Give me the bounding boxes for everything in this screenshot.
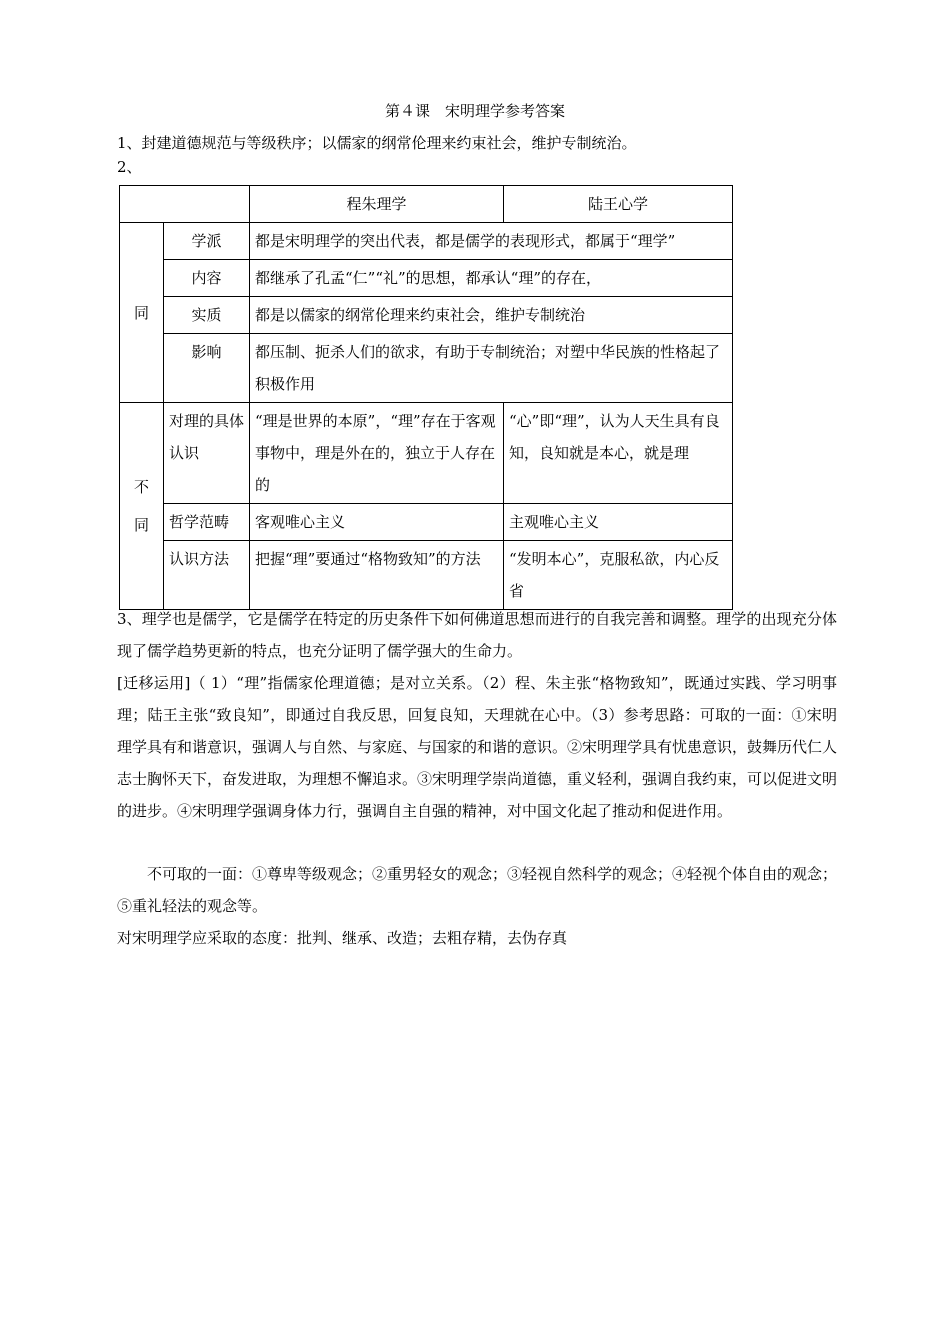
aspect-cell: 学派 bbox=[164, 223, 250, 260]
aspect-cell: 影响 bbox=[164, 334, 250, 403]
cheng-zhu-cell: “理是世界的本原”，“理”存在于客观事物中，理是外在的，独立于人存在的 bbox=[250, 403, 504, 504]
aspect-cell: 对理的具体认识 bbox=[164, 403, 250, 504]
table-row bbox=[120, 403, 733, 504]
table-row bbox=[120, 297, 733, 334]
shared-content-cell: 都继承了孔孟“仁”“礼”的思想，都承认“理”的存在， bbox=[250, 260, 733, 297]
cheng-zhu-cell: 把握“理”要通过“格物致知”的方法 bbox=[250, 541, 504, 610]
table-header-row bbox=[120, 186, 733, 223]
lu-wang-cell: 主观唯心主义 bbox=[504, 504, 733, 541]
table-row bbox=[120, 260, 733, 297]
answer-1: 1、封建道德规范与等级秩序；以儒家的纲常伦理来约束社会，维护专制统治。 bbox=[117, 134, 637, 152]
same-group-label: 同 bbox=[120, 223, 164, 403]
transfer-application: [迁移运用]（ 1）“理”指儒家伦理道德；是对立关系。（2）程、朱主张“格物致知”，既通过实践、学习明事理；陆王主张“致良知”，即通过自我反思，回复良知，天理就在心中。（3）参考思路：可取的一面：①宋明理学具有和谐意识，强调人与自然、与家庭、与国家的和谐的意识。②宋明理学具有忧患意识，鼓舞历代仁人志士胸怀天下，奋发进取，为理想不懈追求。③宋明理学崇尚道德，重义轻利，强调自我约束，可以促进文明的进步。④宋明理学强调身体力行，强调自主自强的精神，对中国文化起了推动和促进作用。 bbox=[117, 674, 838, 820]
lu-wang-cell: “心”即“理”，认为人天生具有良知，良知就是本心，就是理 bbox=[504, 403, 733, 504]
lu-wang-cell: “发明本心”，克服私欲，内心反省 bbox=[504, 541, 733, 610]
table-row bbox=[120, 223, 733, 260]
shared-content-cell: 都是宋明理学的突出代表，都是儒学的表现形式，都属于“理学” bbox=[250, 223, 733, 260]
answer-3: 3、理学也是儒学，它是儒学在特定的历史条件下如何佛道思想而进行的自我完善和调整。理学的出现充分体现了儒学趋势更新的特点，也充分证明了儒学强大的生命力。 bbox=[117, 610, 837, 660]
negative-aspects: 不可取的一面：①尊卑等级观念；②重男轻女的观念；③轻视自然科学的观念；④轻视个体自由的观念；⑤重礼轻法的观念等。 bbox=[117, 865, 838, 915]
answer-2-label: 2、 bbox=[117, 158, 142, 176]
table-row bbox=[120, 334, 733, 403]
aspect-cell: 内容 bbox=[164, 260, 250, 297]
table-row bbox=[120, 504, 733, 541]
shared-content-cell: 都压制、扼杀人们的欲求，有助于专制统治；对塑中华民族的性格起了积极作用 bbox=[250, 334, 733, 403]
diff-label-bottom: 同 bbox=[133, 516, 149, 534]
header-cheng-zhu: 程朱理学 bbox=[250, 186, 504, 223]
comparison-table bbox=[119, 185, 733, 610]
diff-label-top: 不 bbox=[133, 478, 149, 496]
page-title: 第４课 宋明理学参考答案 bbox=[384, 102, 565, 120]
header-empty-cell bbox=[120, 186, 250, 223]
aspect-cell: 实质 bbox=[164, 297, 250, 334]
diff-group-label bbox=[120, 403, 164, 610]
shared-content-cell: 都是以儒家的纲常伦理来约束社会，维护专制统治 bbox=[250, 297, 733, 334]
header-lu-wang: 陆王心学 bbox=[504, 186, 733, 223]
aspect-cell: 认识方法 bbox=[164, 541, 250, 610]
aspect-cell: 哲学范畴 bbox=[164, 504, 250, 541]
cheng-zhu-cell: 客观唯心主义 bbox=[250, 504, 504, 541]
attitude-statement: 对宋明理学应采取的态度：批判、继承、改造；去粗存精，去伪存真 bbox=[117, 929, 568, 947]
table-row bbox=[120, 541, 733, 610]
